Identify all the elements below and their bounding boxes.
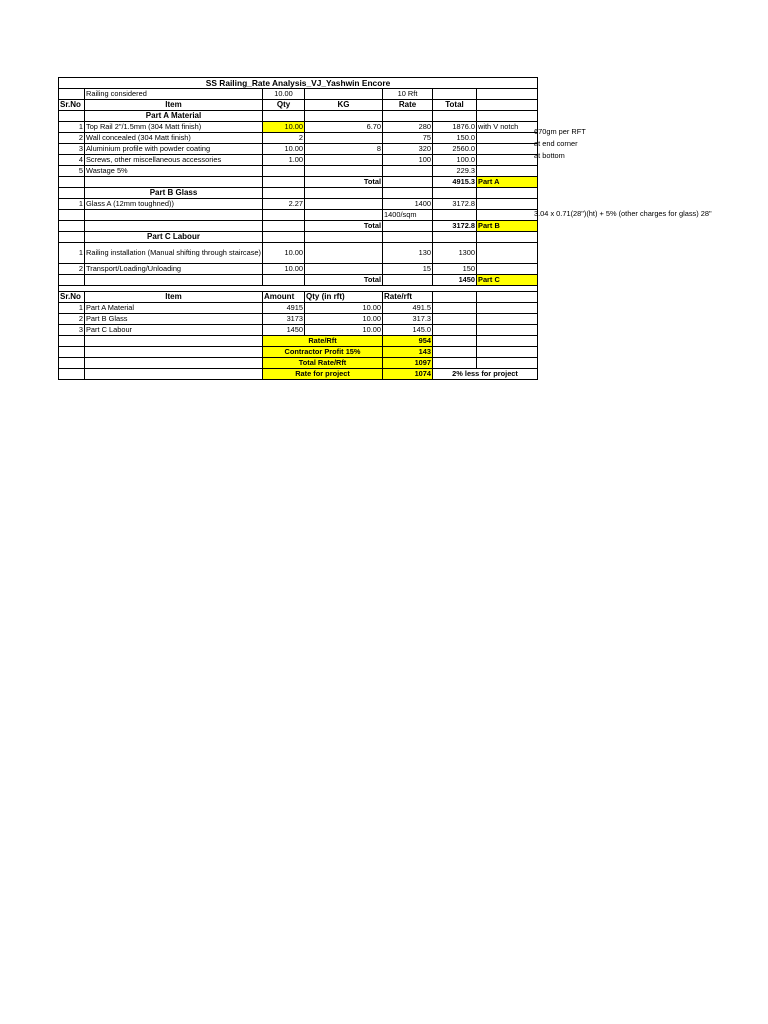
railing-unit: 10 Rft xyxy=(383,89,433,100)
table-row xyxy=(59,325,538,336)
table-cell: 1876.0 xyxy=(433,122,477,133)
railing-label: Railing considered xyxy=(85,89,263,100)
table-cell: 10.00 xyxy=(263,144,305,155)
table-cell: 150 xyxy=(433,264,477,275)
total-rate-row xyxy=(59,358,538,369)
part-c-total-label: Total xyxy=(305,275,383,286)
table-row xyxy=(59,122,538,133)
table-cell: 317.3 xyxy=(383,314,433,325)
table-cell: 8 xyxy=(305,144,383,155)
table-cell: 1300 xyxy=(433,243,477,264)
table-cell xyxy=(477,347,538,358)
table-cell xyxy=(477,314,538,325)
table-cell xyxy=(477,292,538,303)
table-cell: 4 xyxy=(59,155,85,166)
table-cell xyxy=(477,303,538,314)
table-cell xyxy=(477,111,538,122)
project-rate-value: 1074 xyxy=(383,369,433,380)
table-cell: Glass A (12mm toughned)) xyxy=(85,199,263,210)
table-cell xyxy=(59,232,85,243)
table-cell xyxy=(59,177,85,188)
table-cell: 1.00 xyxy=(263,155,305,166)
total-rate-value: 1097 xyxy=(383,358,433,369)
table-cell: 4915 xyxy=(263,303,305,314)
table-cell xyxy=(305,210,383,221)
table-cell xyxy=(263,221,305,232)
part-b-heading-row xyxy=(59,188,538,199)
table-cell: 5 xyxy=(59,166,85,177)
table-cell: 100.0 xyxy=(433,155,477,166)
rate-analysis-sheet xyxy=(58,77,538,380)
header-rate: Rate xyxy=(383,100,433,111)
part-c-title: Part C Labour xyxy=(85,232,263,243)
railing-qty: 10.00 xyxy=(263,89,305,100)
table-row xyxy=(59,210,538,221)
project-rate-note: 2% less for project xyxy=(433,369,538,380)
table-cell: 150.0 xyxy=(433,133,477,144)
table-cell xyxy=(383,188,433,199)
table-row xyxy=(59,199,538,210)
table-cell xyxy=(433,325,477,336)
table-row xyxy=(59,166,538,177)
profit-row xyxy=(59,347,538,358)
railing-row xyxy=(59,89,538,100)
table-cell: 1450 xyxy=(263,325,305,336)
total-rate-label: Total Rate/Rft xyxy=(263,358,383,369)
table-cell: 1 xyxy=(59,243,85,264)
profit-value: 143 xyxy=(383,347,433,358)
table-cell: 2 xyxy=(59,133,85,144)
part-a-total: 4915.3 xyxy=(433,177,477,188)
remark-aluminium: at bottom xyxy=(534,151,565,160)
table-cell: 320 xyxy=(383,144,433,155)
table-cell xyxy=(433,188,477,199)
table-cell xyxy=(263,166,305,177)
header-total: Total xyxy=(433,100,477,111)
part-c-tag: Part C xyxy=(477,275,538,286)
table-cell xyxy=(383,275,433,286)
sheet-title: SS Railing_Rate Analysis_VJ_Yashwin Encore xyxy=(59,78,538,89)
table-cell: Wall concealed (304 Matt finish) xyxy=(85,133,263,144)
rate-rft-row xyxy=(59,336,538,347)
table-cell xyxy=(477,144,538,155)
table-cell: 2560.0 xyxy=(433,144,477,155)
part-a-tag: Part A xyxy=(477,177,538,188)
part-c-heading-row xyxy=(59,232,538,243)
table-cell xyxy=(477,232,538,243)
table-cell xyxy=(477,133,538,144)
table-cell xyxy=(433,347,477,358)
project-rate-row xyxy=(59,369,538,380)
table-cell: 1 xyxy=(59,303,85,314)
table-cell xyxy=(433,232,477,243)
table-cell: 2 xyxy=(59,264,85,275)
title-row xyxy=(59,78,538,89)
table-cell: Part C Labour xyxy=(85,325,263,336)
table-cell xyxy=(433,336,477,347)
part-c-total: 1450 xyxy=(433,275,477,286)
part-b-total-row xyxy=(59,221,538,232)
table-row xyxy=(59,243,538,264)
table-cell: 100 xyxy=(383,155,433,166)
part-c-total-row xyxy=(59,275,538,286)
table-cell: 3173 xyxy=(263,314,305,325)
summary-header-amount: Amount xyxy=(263,292,305,303)
header-item: Item xyxy=(85,100,263,111)
table-cell: Railing installation (Manual shifting through staircase) xyxy=(85,243,263,264)
summary-header-rate: Rate/rft xyxy=(383,292,433,303)
part-b-tag: Part B xyxy=(477,221,538,232)
header-row xyxy=(59,100,538,111)
summary-header-qty: Qty (in rft) xyxy=(305,292,383,303)
table-cell: 491.5 xyxy=(383,303,433,314)
summary-header-srno: Sr.No xyxy=(59,292,85,303)
glass-sqm-rate: 1400/sqm xyxy=(383,210,433,221)
profit-label: Contractor Profit 15% xyxy=(263,347,383,358)
part-a-heading-row xyxy=(59,111,538,122)
table-cell: Part A Material xyxy=(85,303,263,314)
table-cell xyxy=(477,336,538,347)
remark-wall-concealed: at end corner xyxy=(534,139,578,148)
table-cell xyxy=(59,358,85,369)
table-cell xyxy=(263,111,305,122)
table-cell: 3 xyxy=(59,144,85,155)
table-cell xyxy=(85,358,263,369)
table-cell xyxy=(433,292,477,303)
table-cell: Wastage 5% xyxy=(85,166,263,177)
table-cell xyxy=(383,232,433,243)
table-cell xyxy=(433,210,477,221)
table-cell: 10.00 xyxy=(305,303,383,314)
table-cell xyxy=(383,111,433,122)
table-cell xyxy=(85,221,263,232)
table-row xyxy=(59,314,538,325)
table-cell xyxy=(85,336,263,347)
part-b-title: Part B Glass xyxy=(85,188,263,199)
table-cell: 10.00 xyxy=(305,325,383,336)
table-cell: 10.00 xyxy=(305,314,383,325)
table-cell: 3 xyxy=(59,325,85,336)
table-row xyxy=(59,133,538,144)
table-cell: 2.27 xyxy=(263,199,305,210)
table-cell xyxy=(477,210,538,221)
table-cell xyxy=(477,325,538,336)
table-cell: 145.0 xyxy=(383,325,433,336)
table-cell xyxy=(305,188,383,199)
project-rate-label: Rate for project xyxy=(263,369,383,380)
table-cell xyxy=(59,275,85,286)
part-a-total-label: Total xyxy=(305,177,383,188)
table-cell xyxy=(59,336,85,347)
table-cell xyxy=(383,177,433,188)
table-cell xyxy=(433,111,477,122)
table-row xyxy=(59,303,538,314)
table-cell xyxy=(59,188,85,199)
table-cell: 6.70 xyxy=(305,122,383,133)
remark-glass: 3.04 x 0.71(28")(ht) + 5% (other charges for glass) 28" xyxy=(534,209,712,218)
table-cell: 10.00 xyxy=(263,243,305,264)
table-cell: 130 xyxy=(383,243,433,264)
table-cell xyxy=(59,221,85,232)
table-cell: Top Rail 2"/1.5mm (304 Matt finish) xyxy=(85,122,263,133)
table-cell xyxy=(263,275,305,286)
table-cell: with V notch xyxy=(477,122,538,133)
table-cell xyxy=(263,210,305,221)
summary-header-item: Item xyxy=(85,292,263,303)
table-cell xyxy=(433,303,477,314)
table-cell xyxy=(383,221,433,232)
highlighted-qty: 10.00 xyxy=(263,122,305,133)
table-cell xyxy=(383,166,433,177)
table-cell xyxy=(305,166,383,177)
table-cell: 2 xyxy=(263,133,305,144)
table-cell: 2 xyxy=(59,314,85,325)
part-b-total: 3172.8 xyxy=(433,221,477,232)
header-kg: KG xyxy=(305,100,383,111)
table-cell xyxy=(433,358,477,369)
table-cell: 10.00 xyxy=(263,264,305,275)
table-cell xyxy=(477,155,538,166)
table-cell: 1400 xyxy=(383,199,433,210)
table-cell xyxy=(59,369,85,380)
table-cell: 280 xyxy=(383,122,433,133)
table-cell xyxy=(477,199,538,210)
rate-analysis-table xyxy=(58,77,538,380)
table-cell xyxy=(305,199,383,210)
table-cell xyxy=(85,369,263,380)
table-cell xyxy=(85,347,263,358)
header-qty: Qty xyxy=(263,100,305,111)
table-cell: Screws, other miscellaneous accessories xyxy=(85,155,263,166)
table-cell xyxy=(59,210,85,221)
table-cell xyxy=(433,314,477,325)
table-cell xyxy=(305,264,383,275)
table-cell xyxy=(85,177,263,188)
table-cell: 1 xyxy=(59,122,85,133)
table-cell: 15 xyxy=(383,264,433,275)
table-cell xyxy=(305,111,383,122)
table-cell xyxy=(263,232,305,243)
table-cell: Aluminium profile with powder coating xyxy=(85,144,263,155)
table-cell xyxy=(477,264,538,275)
remark-top-rail: 670gm per RFT xyxy=(534,127,586,136)
table-cell: 3172.8 xyxy=(433,199,477,210)
table-row xyxy=(59,144,538,155)
table-cell: 1 xyxy=(59,199,85,210)
table-cell xyxy=(85,275,263,286)
table-cell xyxy=(305,232,383,243)
table-cell xyxy=(263,188,305,199)
table-cell xyxy=(477,358,538,369)
table-cell xyxy=(305,133,383,144)
table-cell xyxy=(477,243,538,264)
summary-header-row xyxy=(59,292,538,303)
table-row xyxy=(59,264,538,275)
table-cell xyxy=(305,243,383,264)
part-a-total-row xyxy=(59,177,538,188)
part-a-title: Part A Material xyxy=(85,111,263,122)
table-cell xyxy=(85,210,263,221)
table-cell xyxy=(305,155,383,166)
table-cell: 229.3 xyxy=(433,166,477,177)
table-cell xyxy=(477,188,538,199)
header-srno: Sr.No xyxy=(59,100,85,111)
table-cell xyxy=(59,347,85,358)
table-cell: 75 xyxy=(383,133,433,144)
table-cell xyxy=(263,177,305,188)
part-b-total-label: Total xyxy=(305,221,383,232)
rate-rft-label: Rate/Rft xyxy=(263,336,383,347)
rate-rft-value: 954 xyxy=(383,336,433,347)
table-row xyxy=(59,155,538,166)
table-cell xyxy=(477,166,538,177)
table-cell: Part B Glass xyxy=(85,314,263,325)
table-cell: Transport/Loading/Unloading xyxy=(85,264,263,275)
